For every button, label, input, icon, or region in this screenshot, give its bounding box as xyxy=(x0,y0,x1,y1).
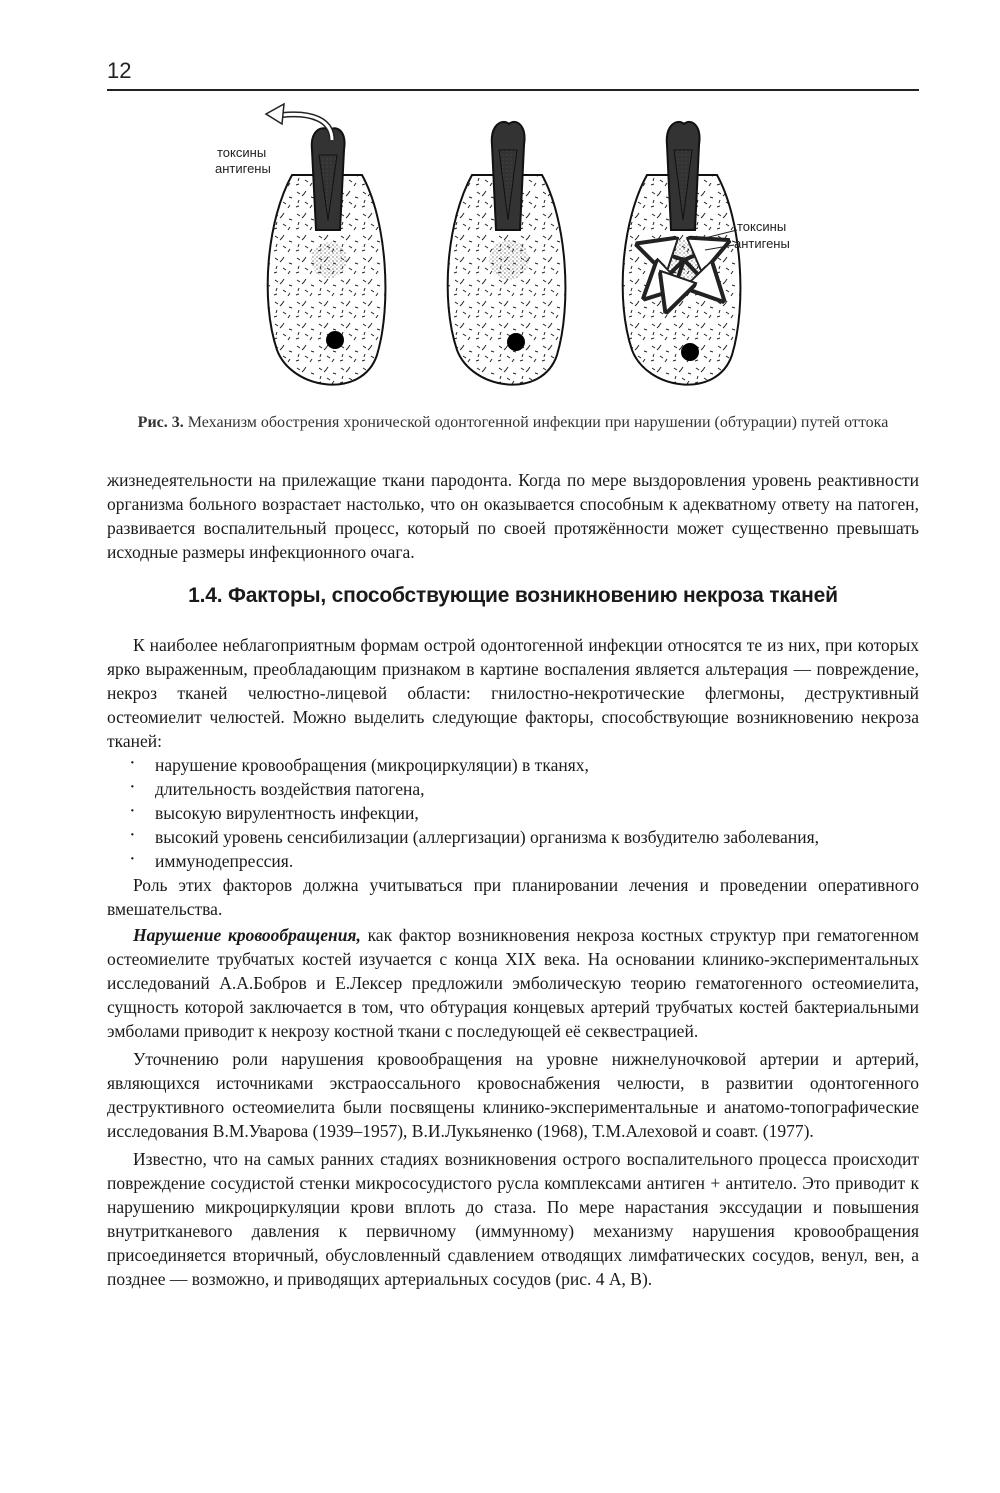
list-item: · иммунодепрессия. xyxy=(107,849,919,873)
paragraph-3-term: Нарушение кровообращения, xyxy=(133,925,361,945)
paragraph-2: Роль этих факторов должна учитываться при планировании лечения и проведении оперативного вмешательства. xyxy=(107,875,919,919)
figure-3 xyxy=(107,100,919,405)
paragraph-5: Известно, что на самых ранних стадиях возникновения острого воспалительного процесса происходит повреждение сосудистой стенки микрососудистого русла комплексами антиген + антитело. Это приводит к нарушению микроциркуляции крови вплоть до стаза. По мере нарастания экссудации и повышения внутритканевого давления к первичному (иммунному) механизму нарушения кровообращения присоединяется вторичный, обусловленный сдавлением отводящих лимфатических сосудов, венул, вен, а позднее — возможно, и приводящих артериальных сосудов (рис. 4 А, В). xyxy=(107,1149,919,1289)
paragraph-1: К наиболее неблагоприятным формам острой одонтогенной инфекции относятся те из них, при которых ярко выраженным, преобладающим признаком в картине воспаления является альтерация — повреждение, некроз тканей челюстно-лицевой области: гнилостно-некротические флегмоны, деструктивный остеомиелит челюстей. Можно выделить следующие факторы, способствующие возникновению некроза тканей: xyxy=(107,635,919,751)
paragraph-3 xyxy=(107,923,919,1043)
figure-3-illustration xyxy=(107,100,919,405)
figure-label-left-antigens: антигены xyxy=(215,161,271,176)
figure-label-left-toxins: токсины xyxy=(217,145,267,160)
list-item: · высокий уровень сенсибилизации (аллергизации) организма к возбудителю заболевания, xyxy=(107,825,919,849)
figure-label-right-antigens: антигены xyxy=(734,236,790,251)
list-item: · нарушение кровообращения (микроциркуляции) в тканях, xyxy=(107,753,919,777)
header-rule xyxy=(107,89,919,91)
figure-panel-3 xyxy=(623,122,741,385)
page-number: 12 xyxy=(107,58,132,83)
figure-caption-label: Рис. 3. xyxy=(137,414,184,431)
paragraph-4: Уточнению роли нарушения кровообращения на уровне нижнелуночковой артерии и артерий, являющихся источниками экстраоссального кровоснабжения челюсти, в развитии одонтогенного деструктивного остеомиелита были посвящены клинико-экспериментальные и анатомо-топографические исследования В.М.Уварова (1939–1957), В.И.Лукьяненко (1968), Т.М.Алеховой и соавт. (1977). xyxy=(107,1049,919,1141)
figure-panel-2 xyxy=(448,122,566,385)
section-heading: 1.4. Факторы, способствующие возникновению некроза тканей xyxy=(188,584,838,607)
figure-caption xyxy=(107,412,919,434)
figure-label-right-toxins: токсины xyxy=(737,219,787,234)
intro-text-block xyxy=(107,468,919,564)
paragraph-3-body: как фактор возникновения некроза костных структур при гематогенном остеомиелите трубчатых костей изучается с конца XIX века. На основании клинико-экспериментальных исследований А.А.Бобров и Е.Лексер предложили эмболическую теорию гематогенного остеомиелита, сущность которой заключается в том, что обтурация концевых артерий трубчатых костей бактериальными эмболами приводит к некрозу костной ткани с последующей её секвестрацией. xyxy=(107,925,919,1041)
intro-paragraph: жизнедеятельности на прилежащие ткани пародонта. Когда по мере выздоровления уровень реактивности организма больного возрастает настолько, что он оказывается способным к адекватному ответу на патоген, развивается воспалительный процесс, который по своей протяжённости может существенно превышать исходные размеры инфекционного очага. xyxy=(107,470,919,562)
list-item: · высокую вирулентность инфекции, xyxy=(107,801,919,825)
factors-list xyxy=(107,753,919,873)
list-item: · длительность воздействия патогена, xyxy=(107,777,919,801)
figure-panel-1 xyxy=(266,104,385,385)
section-body xyxy=(107,633,919,1291)
figure-caption-text: Механизм обострения хронической одонтогенной инфекции при нарушении (обтурации) путей оттока xyxy=(187,414,889,431)
